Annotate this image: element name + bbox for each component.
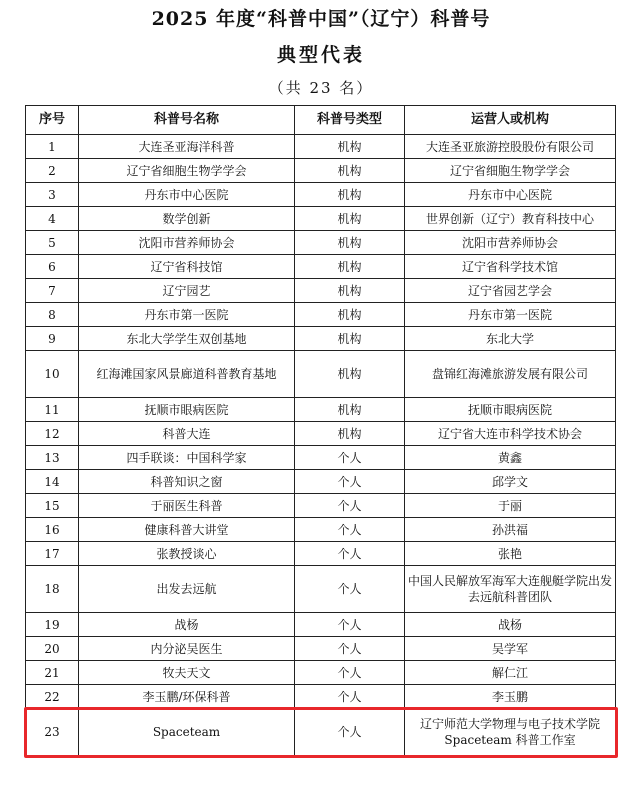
cell-type: 机构 [295, 255, 405, 279]
cell-number: 5 [26, 231, 79, 255]
cell-name: 辽宁园艺 [79, 279, 295, 303]
cell-operator: 辽宁师范大学物理与电子技术学院 Spaceteam 科普工作室 [405, 709, 616, 756]
cell-operator: 抚顺市眼病医院 [405, 398, 616, 422]
table-row [26, 566, 616, 613]
cell-name: 科普大连 [79, 422, 295, 446]
table-row [26, 542, 616, 566]
table-row [26, 398, 616, 422]
cell-name: 丹东市中心医院 [79, 183, 295, 207]
cell-number: 13 [26, 446, 79, 470]
cell-number: 14 [26, 470, 79, 494]
cell-type: 机构 [295, 279, 405, 303]
cell-name: 辽宁省科技馆 [79, 255, 295, 279]
cell-operator: 丹东市中心医院 [405, 183, 616, 207]
cell-operator: 张艳 [405, 542, 616, 566]
table-row [26, 637, 616, 661]
cell-name: 数学创新 [79, 207, 295, 231]
cell-operator: 于丽 [405, 494, 616, 518]
cell-type: 个人 [295, 470, 405, 494]
cell-number: 22 [26, 685, 79, 709]
cell-type: 个人 [295, 446, 405, 470]
cell-type: 个人 [295, 518, 405, 542]
cell-name: 辽宁省细胞生物学学会 [79, 159, 295, 183]
table-row [26, 135, 616, 159]
table-row [26, 351, 616, 398]
cell-name: 于丽医生科普 [79, 494, 295, 518]
cell-number: 15 [26, 494, 79, 518]
table-row [26, 255, 616, 279]
cell-number: 2 [26, 159, 79, 183]
header-operator: 运营人或机构 [405, 106, 616, 135]
cell-number: 21 [26, 661, 79, 685]
cell-number: 16 [26, 518, 79, 542]
cell-type: 机构 [295, 159, 405, 183]
cell-operator: 东北大学 [405, 327, 616, 351]
cell-number: 1 [26, 135, 79, 159]
cell-type: 个人 [295, 685, 405, 709]
cell-number: 9 [26, 327, 79, 351]
cell-name: 红海滩国家风景廊道科普教育基地 [79, 351, 295, 398]
cell-name: 沈阳市营养师协会 [79, 231, 295, 255]
cell-operator: 辽宁省细胞生物学学会 [405, 159, 616, 183]
header-name: 科普号名称 [79, 106, 295, 135]
table-row [26, 303, 616, 327]
cell-number: 23 [26, 709, 79, 756]
cell-operator: 盘锦红海滩旅游发展有限公司 [405, 351, 616, 398]
table-row [26, 279, 616, 303]
document-title: 2025 年度“科普中国”（辽宁）科普号 [151, 8, 491, 30]
table-header-row [26, 106, 616, 135]
table-row [26, 183, 616, 207]
cell-type: 机构 [295, 207, 405, 231]
table-row [26, 661, 616, 685]
cell-type: 机构 [295, 231, 405, 255]
cell-name: 出发去远航 [79, 566, 295, 613]
cell-name: 抚顺市眼病医院 [79, 398, 295, 422]
cell-operator: 大连圣亚旅游控股股份有限公司 [405, 135, 616, 159]
cell-number: 17 [26, 542, 79, 566]
representatives-table [25, 105, 616, 756]
cell-operator: 辽宁省科学技术馆 [405, 255, 616, 279]
cell-number: 20 [26, 637, 79, 661]
header-number: 序号 [26, 106, 79, 135]
cell-type: 机构 [295, 398, 405, 422]
cell-name: 科普知识之窗 [79, 470, 295, 494]
cell-type: 个人 [295, 613, 405, 637]
cell-operator: 中国人民解放军海军大连舰艇学院出发去远航科普团队 [405, 566, 616, 613]
cell-name: 东北大学学生双创基地 [79, 327, 295, 351]
table-row [26, 470, 616, 494]
cell-operator: 战杨 [405, 613, 616, 637]
cell-type: 机构 [295, 183, 405, 207]
cell-number: 11 [26, 398, 79, 422]
cell-type: 个人 [295, 566, 405, 613]
table-row [26, 613, 616, 637]
cell-type: 个人 [295, 494, 405, 518]
table-row [26, 422, 616, 446]
cell-name: 张教授谈心 [79, 542, 295, 566]
cell-number: 18 [26, 566, 79, 613]
cell-number: 7 [26, 279, 79, 303]
cell-name: 牧夫天文 [79, 661, 295, 685]
table-row [26, 518, 616, 542]
table-row [26, 207, 616, 231]
cell-name: 健康科普大讲堂 [79, 518, 295, 542]
cell-operator: 邱学文 [405, 470, 616, 494]
header-type: 科普号类型 [295, 106, 405, 135]
cell-number: 3 [26, 183, 79, 207]
table-row [26, 159, 616, 183]
cell-type: 机构 [295, 422, 405, 446]
cell-operator: 丹东市第一医院 [405, 303, 616, 327]
cell-operator: 世界创新（辽宁）教育科技中心 [405, 207, 616, 231]
cell-name: 战杨 [79, 613, 295, 637]
table-row-highlighted [26, 709, 616, 756]
cell-operator: 解仁江 [405, 661, 616, 685]
cell-number: 6 [26, 255, 79, 279]
cell-name: 丹东市第一医院 [79, 303, 295, 327]
cell-type: 机构 [295, 135, 405, 159]
cell-number: 10 [26, 351, 79, 398]
cell-type: 机构 [295, 327, 405, 351]
cell-operator: 孙洪福 [405, 518, 616, 542]
cell-number: 8 [26, 303, 79, 327]
document-title-line2: 典型代表 [276, 44, 365, 66]
cell-type: 个人 [295, 637, 405, 661]
cell-name: Spaceteam [79, 709, 295, 756]
cell-name: 大连圣亚海洋科普 [79, 135, 295, 159]
cell-type: 个人 [295, 661, 405, 685]
cell-number: 19 [26, 613, 79, 637]
cell-operator: 黄鑫 [405, 446, 616, 470]
table-row [26, 327, 616, 351]
cell-type: 个人 [295, 542, 405, 566]
cell-number: 12 [26, 422, 79, 446]
cell-operator: 李玉鹏 [405, 685, 616, 709]
cell-number: 4 [26, 207, 79, 231]
cell-type: 机构 [295, 351, 405, 398]
cell-operator: 辽宁省园艺学会 [405, 279, 616, 303]
cell-type: 机构 [295, 303, 405, 327]
cell-operator: 辽宁省大连市科学技术协会 [405, 422, 616, 446]
cell-operator: 沈阳市营养师协会 [405, 231, 616, 255]
table-row [26, 685, 616, 709]
document-subtitle: （共 23 名） [268, 79, 374, 97]
table-row [26, 231, 616, 255]
cell-type: 个人 [295, 709, 405, 756]
cell-name: 李玉鹏/环保科普 [79, 685, 295, 709]
table-row [26, 494, 616, 518]
table-row [26, 446, 616, 470]
cell-name: 内分泌吴医生 [79, 637, 295, 661]
cell-operator: 吴学军 [405, 637, 616, 661]
cell-name: 四手联谈：中国科学家 [79, 446, 295, 470]
